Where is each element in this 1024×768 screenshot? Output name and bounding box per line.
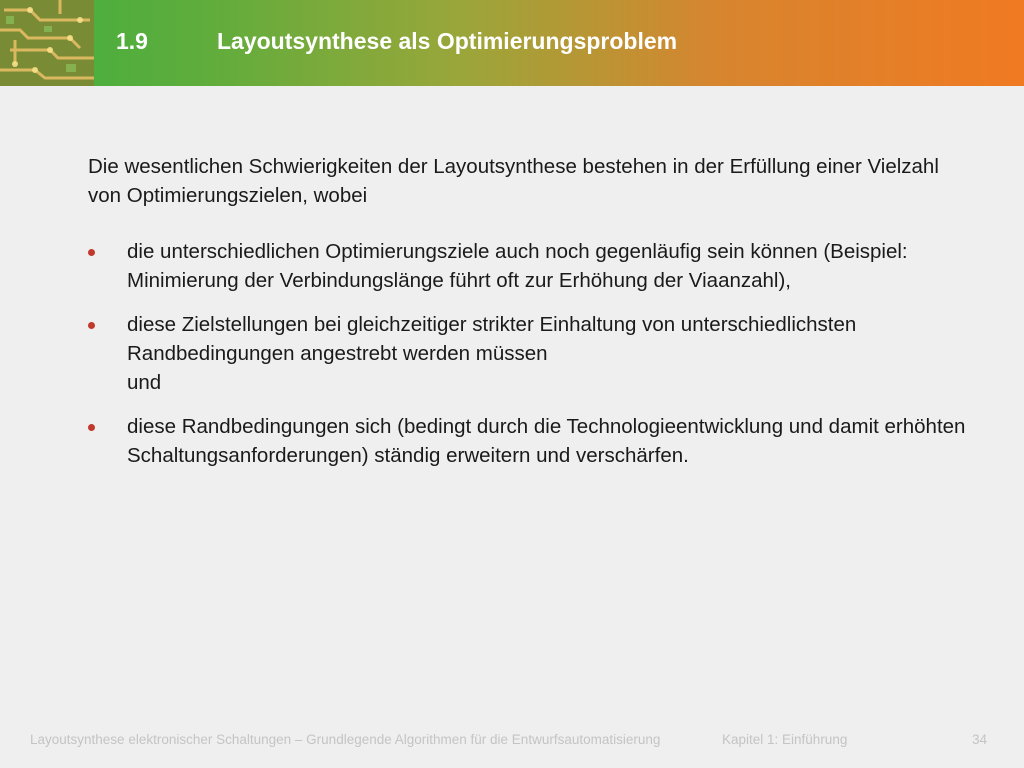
- bullet-dot-icon: [88, 249, 95, 256]
- footer-course-title: Layoutsynthese elektronischer Schaltungen – Grundlegende Algorithmen für die Entwurfsautomatisierung: [30, 732, 661, 747]
- list-item: [88, 310, 988, 397]
- bullet-dot-icon: [88, 322, 95, 329]
- list-item: [88, 237, 988, 295]
- slide-title: Layoutsynthese als Optimierungsproblem: [217, 28, 678, 54]
- bullet-text: diese Zielstellungen bei gleichzeitiger strikter Einhaltung von unterschiedlichsten Randbedingungen angestrebt werden müssen und: [127, 313, 857, 394]
- bullet-dot-icon: [88, 424, 95, 431]
- bullet-text: die unterschiedlichen Optimierungsziele auch noch gegenläufig sein können (Beispiel: Minimierung der Verbindungslänge führt oft zur Erhöhung der Viaanzahl),: [127, 240, 908, 292]
- section-number: 1.9: [116, 28, 148, 54]
- bullet-text: diese Randbedingungen sich (bedingt durch die Technologieentwicklung und damit erhöhten Schaltungsanforderungen) ständig erweitern und verschärfen.: [127, 415, 966, 467]
- bullet-list: [88, 237, 988, 485]
- header-bar: [0, 0, 1024, 86]
- intro-paragraph: Die wesentlichen Schwierigkeiten der Layoutsynthese bestehen in der Erfüllung einer Vielzahl von Optimierungszielen, wobei: [88, 155, 939, 207]
- page-number: 34: [972, 732, 988, 747]
- footer-chapter: Kapitel 1: Einführung: [722, 732, 848, 747]
- circuit-board-icon: [0, 0, 94, 86]
- list-item: [88, 412, 988, 470]
